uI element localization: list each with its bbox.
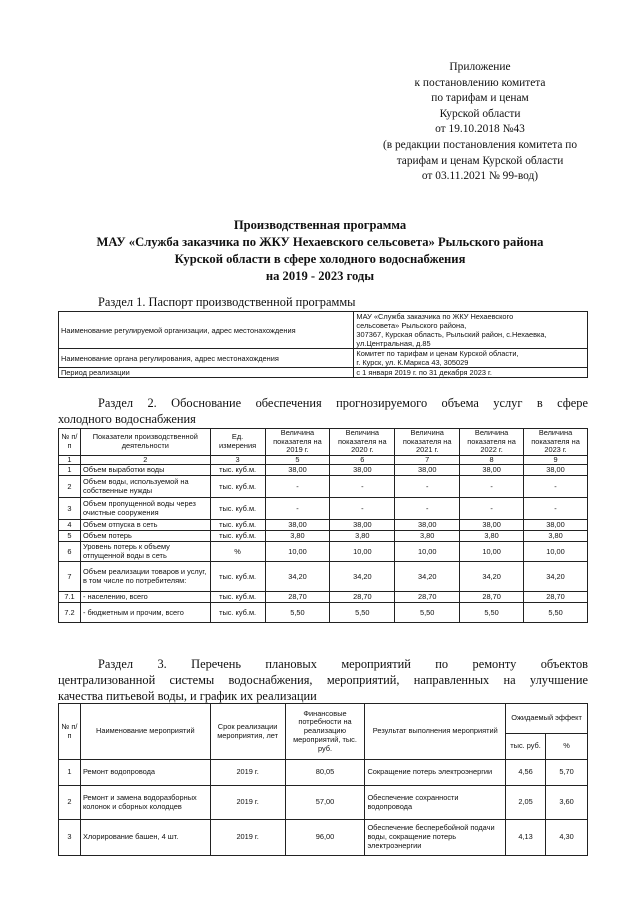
indicators-table [58, 428, 588, 623]
table-cell: 38,00 [265, 465, 330, 476]
measure-name: Хлорирование башен, 4 шт. [80, 820, 210, 856]
table-cell: тыс. куб.м. [210, 531, 265, 542]
indicator-name: Объем воды, используемой на собственные нужды [80, 476, 210, 498]
table-cell: 5,50 [330, 603, 395, 623]
table-cell: 3,60 [546, 786, 588, 820]
table-cell: 38,00 [395, 520, 460, 531]
table-cell: 3 [59, 498, 81, 520]
appendix-line: от 03.11.2021 № 99-вод) [421, 170, 539, 183]
appendix-line: от 19.10.2018 №43 [435, 123, 525, 136]
appendix-line: Приложение [449, 61, 511, 73]
table-cell: 7.2 [59, 603, 81, 623]
table-cell: 5,50 [460, 603, 524, 623]
table-row [59, 312, 588, 349]
value-line: г. Курск, ул. К.Маркса 43, 305029 [356, 358, 469, 367]
col-header: № п/п [59, 704, 81, 760]
table-cell: 34,20 [460, 562, 524, 592]
table-cell: 2019 г. [210, 760, 285, 786]
col-header: тыс. руб. [506, 734, 546, 760]
value-line: ул.Центральная, д.85 [356, 339, 431, 348]
col-header: Финансовые потребности на реализацию мероприятий, тыс. руб. [285, 704, 365, 760]
col-header: % [546, 734, 588, 760]
appendix-line: Курской области [439, 107, 521, 120]
passport-label: Наименование регулируемой организации, адрес местонахождения [59, 312, 354, 349]
col-header: Величина показателя на 2022 г. [460, 429, 524, 456]
col-number: 7 [395, 455, 460, 465]
table-row [59, 520, 588, 531]
col-header: Результат выполнения мероприятий [365, 704, 506, 760]
value-line: сельсовета» Рыльского района, [356, 321, 467, 330]
table-cell: 3,80 [524, 531, 588, 542]
table-cell: 2019 г. [210, 786, 285, 820]
indicator-name: - бюджетным и прочим, всего [80, 603, 210, 623]
col-number: 1 [59, 455, 81, 465]
measure-result: Обеспечение бесперебойной подачи воды, сокращение потерь электроэнергии [365, 820, 506, 856]
appendix-line: (в редакции постановления комитета по [382, 138, 578, 151]
measure-name: Ремонт водопровода [80, 760, 210, 786]
table-cell: 10,00 [460, 542, 524, 562]
table-cell: 34,20 [330, 562, 395, 592]
indicator-name: Объем выработки воды [80, 465, 210, 476]
table-cell: - [524, 498, 588, 520]
table-cell: 4,13 [506, 820, 546, 856]
table-cell: 2,05 [506, 786, 546, 820]
value-line: Комитет по тарифам и ценам Курской области, [356, 349, 519, 358]
col-header: Величина показателя на 2021 г. [395, 429, 460, 456]
measure-name: Ремонт и замена водоразборных колонок и сборных колодцев [80, 786, 210, 820]
table-row [59, 760, 588, 786]
table-cell: 10,00 [524, 542, 588, 562]
table-cell: 3,80 [265, 531, 330, 542]
value-line: с 1 января 2019 г. по 31 декабря 2023 г. [356, 368, 492, 377]
table-row [59, 562, 588, 592]
col-header: Величина показателя на 2023 г. [524, 429, 588, 456]
passport-value [354, 368, 588, 378]
table-cell: 34,20 [395, 562, 460, 592]
table-cell: 38,00 [460, 520, 524, 531]
table-cell: - [330, 498, 395, 520]
table-cell: 38,00 [330, 520, 395, 531]
value-line: МАУ «Служба заказчика по ЖКУ Нехаевского [356, 312, 514, 321]
measure-result: Обеспечение сохранности водопровода [365, 786, 506, 820]
table-cell: 28,70 [265, 592, 330, 603]
table-cell: 3,80 [395, 531, 460, 542]
col-header: Срок реализации мероприятия, лет [210, 704, 285, 760]
col-header: Показатели производственной деятельности [80, 429, 210, 456]
col-header: Ед. измерения [210, 429, 265, 456]
table-cell: 96,00 [285, 820, 365, 856]
table-cell: 38,00 [524, 520, 588, 531]
table-cell: 28,70 [460, 592, 524, 603]
table-cell: 57,00 [285, 786, 365, 820]
table-cell: 5,50 [265, 603, 330, 623]
table-cell: 1 [59, 465, 81, 476]
table-cell: 6 [59, 542, 81, 562]
table-cell: - [460, 498, 524, 520]
table-cell: - [524, 476, 588, 498]
col-number: 9 [524, 455, 588, 465]
table-cell: - [265, 476, 330, 498]
table-cell: 4,30 [546, 820, 588, 856]
table-row [59, 603, 588, 623]
table-cell: тыс. куб.м. [210, 520, 265, 531]
col-header: Величина показателя на 2019 г. [265, 429, 330, 456]
table-row [59, 542, 588, 562]
col-header: Наименование мероприятий [80, 704, 210, 760]
measures-table [58, 703, 588, 856]
appendix-line: к постановлению комитета [414, 76, 546, 89]
table-cell: 5,50 [395, 603, 460, 623]
table-header-row [59, 429, 588, 456]
table-cell: 5,70 [546, 760, 588, 786]
table-cell: 7.1 [59, 592, 81, 603]
table-cell: 2 [59, 786, 81, 820]
passport-label: Период реализации [59, 368, 354, 378]
table-cell: - [460, 476, 524, 498]
table-cell: 10,00 [330, 542, 395, 562]
title-line: МАУ «Служба заказчика по ЖКУ Нехаевского сельсовета» Рыльского района [96, 235, 544, 249]
appendix-line: тарифам и ценам Курской области [396, 154, 564, 167]
section2-heading: Раздел 2. Обоснование обеспечения прогнозируемого объема услуг в сфере [98, 396, 588, 410]
col-number: 3 [210, 455, 265, 465]
table-cell: - [395, 476, 460, 498]
measure-result: Сокращение потерь электроэнергии [365, 760, 506, 786]
table-cell: 1 [59, 760, 81, 786]
table-row [59, 531, 588, 542]
table-cell: 80,05 [285, 760, 365, 786]
value-line: 307367, Курская область, Рыльский район, с.Нехаевка, [356, 330, 547, 339]
table-header-row [59, 704, 588, 734]
section1-heading: Раздел 1. Паспорт производственной программы [98, 295, 356, 309]
table-cell: 34,20 [265, 562, 330, 592]
table-cell: 38,00 [395, 465, 460, 476]
table-row [59, 349, 588, 368]
col-number-row [59, 455, 588, 465]
title-line: Производственная программа [233, 218, 407, 232]
indicator-name: Объем реализации товаров и услуг, в том числе по потребителям: [80, 562, 210, 592]
table-cell: - [330, 476, 395, 498]
table-cell: 38,00 [524, 465, 588, 476]
table-cell: 38,00 [330, 465, 395, 476]
table-cell: тыс. куб.м. [210, 498, 265, 520]
col-number: 2 [80, 455, 210, 465]
table-cell: 38,00 [265, 520, 330, 531]
table-cell: тыс. куб.м. [210, 592, 265, 603]
document-title [40, 217, 600, 285]
col-header: Ожидаемый эффект [506, 704, 588, 734]
table-cell: 5 [59, 531, 81, 542]
table-cell: 4 [59, 520, 81, 531]
table-cell: 28,70 [330, 592, 395, 603]
table-cell: 7 [59, 562, 81, 592]
table-cell: тыс. куб.м. [210, 562, 265, 592]
table-cell: тыс. куб.м. [210, 465, 265, 476]
appendix-block [350, 60, 610, 185]
indicators-body [59, 465, 588, 623]
indicator-name: Уровень потерь к объему отпущенной воды в сеть [80, 542, 210, 562]
col-number: 8 [460, 455, 524, 465]
table-cell: 3,80 [460, 531, 524, 542]
table-cell: тыс. куб.м. [210, 603, 265, 623]
table-cell: 3,80 [330, 531, 395, 542]
table-cell: 38,00 [460, 465, 524, 476]
table-row [59, 465, 588, 476]
table-cell: 4,56 [506, 760, 546, 786]
indicator-name: - населению, всего [80, 592, 210, 603]
table-cell: 10,00 [395, 542, 460, 562]
col-number: 5 [265, 455, 330, 465]
section3-heading-cont2: качества питьевой воды, и график их реализации [58, 689, 317, 703]
title-line: Курской области в сфере холодного водоснабжения [174, 252, 466, 266]
table-cell: - [395, 498, 460, 520]
table-row [59, 476, 588, 498]
table-cell: 28,70 [524, 592, 588, 603]
passport-value [354, 349, 588, 368]
table-cell: 28,70 [395, 592, 460, 603]
passport-value [354, 312, 588, 349]
table-cell: 10,00 [265, 542, 330, 562]
section3-heading-cont: централизованной системы водоснабжения, мероприятий, направленных на улучшение [58, 673, 588, 687]
table-row [59, 592, 588, 603]
col-header: Величина показателя на 2020 г. [330, 429, 395, 456]
title-line: на 2019 - 2023 годы [265, 269, 375, 283]
passport-table [58, 311, 588, 378]
indicator-name: Объем пропущенной воды через очистные сооружения [80, 498, 210, 520]
table-cell: 3 [59, 820, 81, 856]
measures-body [59, 760, 588, 856]
appendix-line: по тарифам и ценам [431, 92, 529, 105]
indicator-name: Объем отпуска в сеть [80, 520, 210, 531]
table-cell: тыс. куб.м. [210, 476, 265, 498]
col-number: 6 [330, 455, 395, 465]
indicator-name: Объем потерь [80, 531, 210, 542]
table-cell: 5,50 [524, 603, 588, 623]
table-cell: % [210, 542, 265, 562]
table-row [59, 498, 588, 520]
section3-heading: Раздел 3. Перечень плановых мероприятий по ремонту объектов [98, 657, 588, 671]
table-row [59, 368, 588, 378]
table-row [59, 820, 588, 856]
table-cell: 34,20 [524, 562, 588, 592]
table-cell: 2 [59, 476, 81, 498]
col-header: № п/п [59, 429, 81, 456]
table-row [59, 786, 588, 820]
table-cell: 2019 г. [210, 820, 285, 856]
table-cell: - [265, 498, 330, 520]
section2-heading-cont: холодного водоснабжения [58, 412, 196, 426]
passport-label: Наименование органа регулирования, адрес местонахождения [59, 349, 354, 368]
